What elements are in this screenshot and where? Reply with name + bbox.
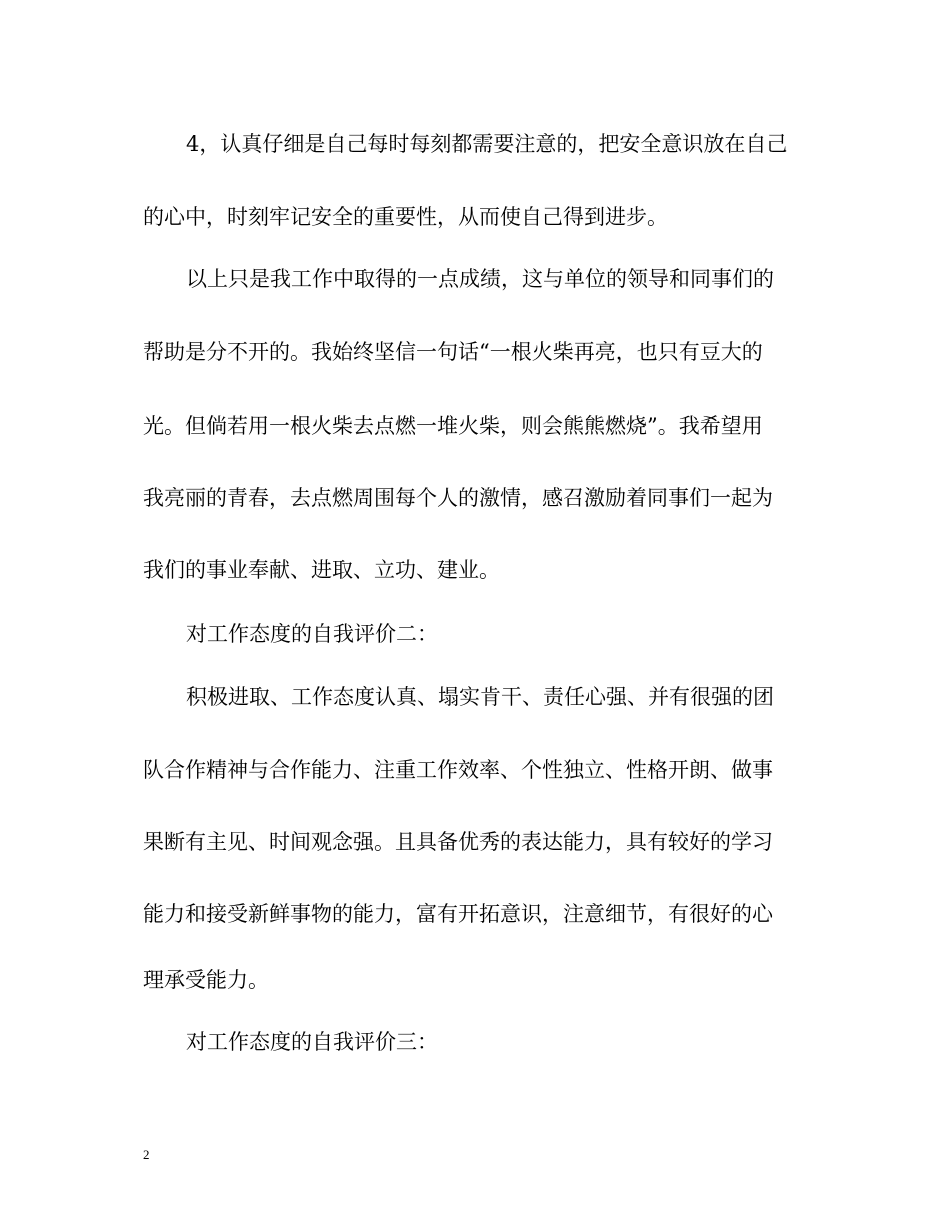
paragraph-line: 我亮丽的青春，去点燃周围每个人的激情，感召激励着同事们一起为 <box>143 486 773 510</box>
paragraph-line: 以上只是我工作中取得的一点成绩，这与单位的领导和同事们的 <box>186 267 774 291</box>
paragraph-line: 我们的事业奉献、进取、立功、建业。 <box>143 558 500 582</box>
paragraph-line: 积极进取、工作态度认真、塌实肯干、责任心强、并有很强的团 <box>186 685 774 709</box>
section-heading: 对工作态度的自我评价三： <box>186 1030 438 1054</box>
section-heading: 对工作态度的自我评价二： <box>186 622 438 646</box>
paragraph-line: 4，认真仔细是自己每时每刻都需要注意的，把安全意识放在自己 <box>186 132 788 156</box>
paragraph-line: 能力和接受新鲜事物的能力，富有开拓意识，注意细节，有很好的心 <box>143 902 773 926</box>
paragraph-line: 的心中，时刻牢记安全的重要性，从而使自己得到进步。 <box>143 205 668 229</box>
paragraph-line: 果断有主见、时间观念强。且具备优秀的表达能力，具有较好的学习 <box>143 830 773 854</box>
paragraph-line: 队合作精神与合作能力、注重工作效率、个性独立、性格开朗、做事 <box>143 758 773 782</box>
page-number: 2 <box>143 1147 150 1162</box>
paragraph-line: 理承受能力。 <box>143 968 269 992</box>
paragraph-line: 帮助是分不开的。我始终坚信一句话“一根火柴再亮，也只有豆大的 <box>143 340 763 364</box>
paragraph-line: 光。但倘若用一根火柴去点燃一堆火柴，则会熊熊燃烧”。我希望用 <box>143 414 763 438</box>
